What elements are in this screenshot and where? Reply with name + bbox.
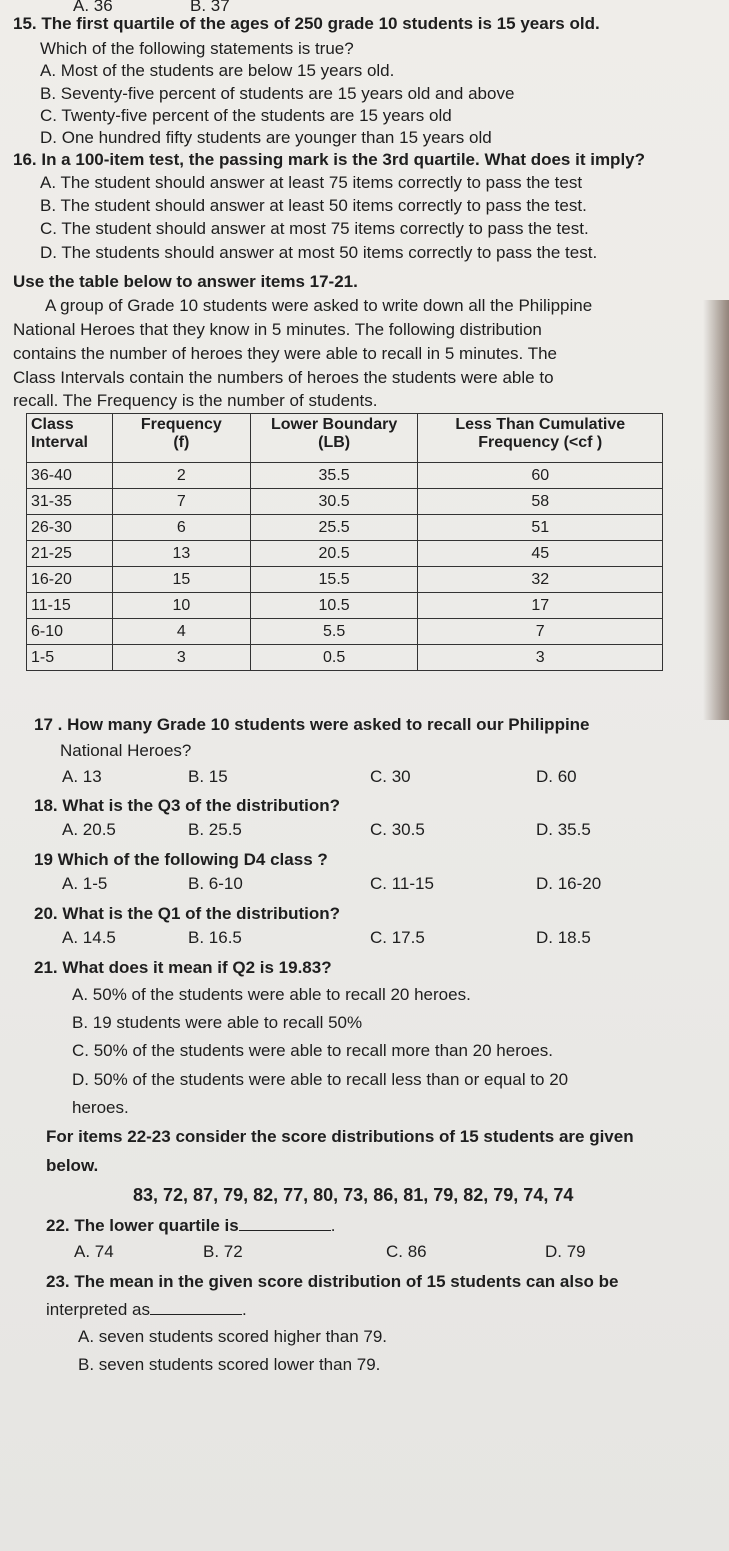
q21-stem: 21. What does it mean if Q2 is 19.83? — [34, 958, 332, 977]
cell-frequency: 6 — [112, 515, 250, 541]
q22-answer-blank[interactable] — [239, 1216, 331, 1231]
cell-cumulative-frequency: 3 — [418, 645, 663, 671]
q20-option-d: D. 18.5 — [536, 928, 591, 947]
cell-lower-boundary: 20.5 — [250, 541, 418, 567]
score-instruction-line2: below. — [46, 1156, 99, 1175]
cell-cumulative-frequency: 60 — [418, 463, 663, 489]
q22-stem-end: . — [330, 1216, 336, 1235]
frequency-distribution-table — [26, 413, 663, 671]
q19-stem: 19 Which of the following D4 class ? — [34, 850, 328, 869]
q20-option-c: C. 17.5 — [370, 928, 425, 947]
cell-frequency: 15 — [112, 567, 250, 593]
q23-stem-end: . — [241, 1300, 247, 1319]
cell-lower-boundary: 30.5 — [250, 489, 418, 515]
q22-option-c: C. 86 — [386, 1242, 427, 1261]
q21-option-c: C. 50% of the students were able to recall more than 20 heroes. — [72, 1041, 553, 1060]
table-description-line1: A group of Grade 10 students were asked to write down all the Philippine — [45, 296, 593, 315]
cell-class-interval: 16-20 — [27, 567, 113, 593]
cell-class-interval: 6-10 — [27, 619, 113, 645]
table-row — [27, 541, 663, 567]
q15-stem-line2: Which of the following statements is true? — [40, 39, 354, 58]
header-frequency-line2: (f) — [173, 434, 190, 451]
header-lower-boundary-line1: Lower Boundary — [270, 416, 398, 433]
q20-option-a: A. 14.5 — [62, 928, 116, 947]
cell-frequency: 2 — [112, 463, 250, 489]
cell-frequency: 4 — [112, 619, 250, 645]
q21-option-a: A. 50% of the students were able to recall 20 heroes. — [72, 985, 471, 1004]
cell-frequency: 10 — [112, 593, 250, 619]
q16-option-a: A. The student should answer at least 75 items correctly to pass the test — [40, 173, 583, 192]
cell-lower-boundary: 25.5 — [250, 515, 418, 541]
cell-lower-boundary: 15.5 — [250, 567, 418, 593]
q17-option-a: A. 13 — [62, 767, 102, 786]
header-frequency-line1: Frequency — [140, 416, 222, 433]
cell-class-interval: 11-15 — [27, 593, 113, 619]
score-list: 83, 72, 87, 79, 82, 77, 80, 73, 86, 81, 79, 82, 79, 74, 74 — [133, 1185, 574, 1205]
table-row — [27, 645, 663, 671]
cell-cumulative-frequency: 32 — [418, 567, 663, 593]
q22-option-d: D. 79 — [545, 1242, 586, 1261]
cell-cumulative-frequency: 58 — [418, 489, 663, 515]
header-class-interval-line2: Interval — [31, 434, 88, 451]
q22-option-b: B. 72 — [203, 1242, 243, 1261]
prev-option-a: A. 36 — [73, 0, 113, 15]
q18-option-a: A. 20.5 — [62, 820, 116, 839]
q16-option-b: B. The student should answer at least 50 items correctly to pass the test. — [40, 196, 587, 215]
q15-option-c: C. Twenty-five percent of the students are 15 years old — [40, 106, 452, 125]
table-row — [27, 489, 663, 515]
cell-frequency: 7 — [112, 489, 250, 515]
prev-option-b: B. 37 — [190, 0, 230, 15]
q17-option-d: D. 60 — [536, 767, 577, 786]
cell-cumulative-frequency: 51 — [418, 515, 663, 541]
q18-stem: 18. What is the Q3 of the distribution? — [34, 796, 341, 815]
q18-option-c: C. 30.5 — [370, 820, 425, 839]
q23-option-a: A. seven students scored higher than 79. — [78, 1327, 388, 1346]
q16-option-d: D. The students should answer at most 50 items correctly to pass the test. — [40, 243, 598, 262]
q23-stem-line2-wrap — [46, 1300, 247, 1320]
q17-option-b: B. 15 — [188, 767, 228, 786]
q22-stem: 22. The lower quartile is — [46, 1216, 239, 1235]
header-frequency — [112, 414, 250, 463]
cell-class-interval: 1-5 — [27, 645, 113, 671]
table-row — [27, 515, 663, 541]
q19-option-b: B. 6-10 — [188, 874, 243, 893]
table-description-line3: contains the number of heroes they were able to recall in 5 minutes. The — [13, 344, 557, 363]
cell-class-interval: 36-40 — [27, 463, 113, 489]
q23-stem-line1: 23. The mean in the given score distribution of 15 students can also be — [46, 1272, 619, 1291]
cell-frequency: 13 — [112, 541, 250, 567]
cell-class-interval: 26-30 — [27, 515, 113, 541]
table-row — [27, 463, 663, 489]
cell-lower-boundary: 35.5 — [250, 463, 418, 489]
q15-stem-line1: 15. The first quartile of the ages of 250 grade 10 students is 15 years old. — [13, 14, 600, 33]
cell-cumulative-frequency: 7 — [418, 619, 663, 645]
cell-lower-boundary: 10.5 — [250, 593, 418, 619]
table-header-row — [27, 414, 663, 463]
q19-option-a: A. 1-5 — [62, 874, 108, 893]
q22-stem-line — [46, 1216, 335, 1236]
q19-option-d: D. 16-20 — [536, 874, 602, 893]
header-class-interval — [27, 414, 113, 463]
q18-option-b: B. 25.5 — [188, 820, 242, 839]
cell-lower-boundary: 0.5 — [250, 645, 418, 671]
header-cumulative-frequency-line2: Frequency (<cf ) — [478, 434, 603, 451]
cell-lower-boundary: 5.5 — [250, 619, 418, 645]
q23-option-b: B. seven students scored lower than 79. — [78, 1355, 381, 1374]
q21-option-d-line2: heroes. — [72, 1098, 129, 1117]
header-lower-boundary-line2: (LB) — [318, 434, 351, 451]
table-description-line5: recall. The Frequency is the number of students. — [13, 391, 378, 410]
q23-stem-line2: interpreted as — [46, 1300, 150, 1319]
header-cumulative-frequency — [418, 414, 663, 463]
q21-option-b: B. 19 students were able to recall 50% — [72, 1013, 363, 1032]
cell-class-interval: 31-35 — [27, 489, 113, 515]
q15-option-a: A. Most of the students are below 15 years old. — [40, 61, 395, 80]
q15-option-b: B. Seventy-five percent of students are 15 years old and above — [40, 84, 515, 103]
q17-stem-line2: National Heroes? — [60, 741, 192, 760]
q20-option-b: B. 16.5 — [188, 928, 242, 947]
q18-option-d: D. 35.5 — [536, 820, 591, 839]
table-instruction-heading: Use the table below to answer items 17-21. — [13, 272, 358, 291]
q15-option-d: D. One hundred fifty students are younger than 15 years old — [40, 128, 492, 147]
q17-stem-line1: 17 . How many Grade 10 students were asked to recall our Philippine — [34, 715, 590, 734]
cell-cumulative-frequency: 17 — [418, 593, 663, 619]
q19-option-c: C. 11-15 — [370, 874, 434, 893]
cell-class-interval: 21-25 — [27, 541, 113, 567]
table-description-line4: Class Intervals contain the numbers of heroes the students were able to — [13, 368, 554, 387]
q23-answer-blank[interactable] — [150, 1300, 242, 1315]
q21-option-d-line1: D. 50% of the students were able to recall less than or equal to 20 — [72, 1070, 569, 1089]
header-lower-boundary — [250, 414, 418, 463]
q16-option-c: C. The student should answer at most 75 items correctly to pass the test. — [40, 219, 589, 238]
table-row — [27, 593, 663, 619]
q17-option-c: C. 30 — [370, 767, 411, 786]
header-cumulative-frequency-line1: Less Than Cumulative — [455, 416, 626, 433]
cell-cumulative-frequency: 45 — [418, 541, 663, 567]
cell-frequency: 3 — [112, 645, 250, 671]
table-row — [27, 619, 663, 645]
table-description-line2: National Heroes that they know in 5 minutes. The following distribution — [13, 320, 542, 339]
table-row — [27, 567, 663, 593]
score-instruction-line1: For items 22-23 consider the score distributions of 15 students are given — [46, 1127, 634, 1146]
q20-stem: 20. What is the Q1 of the distribution? — [34, 904, 341, 923]
header-class-interval-line1: Class — [31, 416, 74, 433]
q16-stem: 16. In a 100-item test, the passing mark is the 3rd quartile. What does it imply? — [13, 150, 646, 169]
page-edge-shadow — [703, 300, 729, 720]
q22-option-a: A. 74 — [74, 1242, 114, 1261]
